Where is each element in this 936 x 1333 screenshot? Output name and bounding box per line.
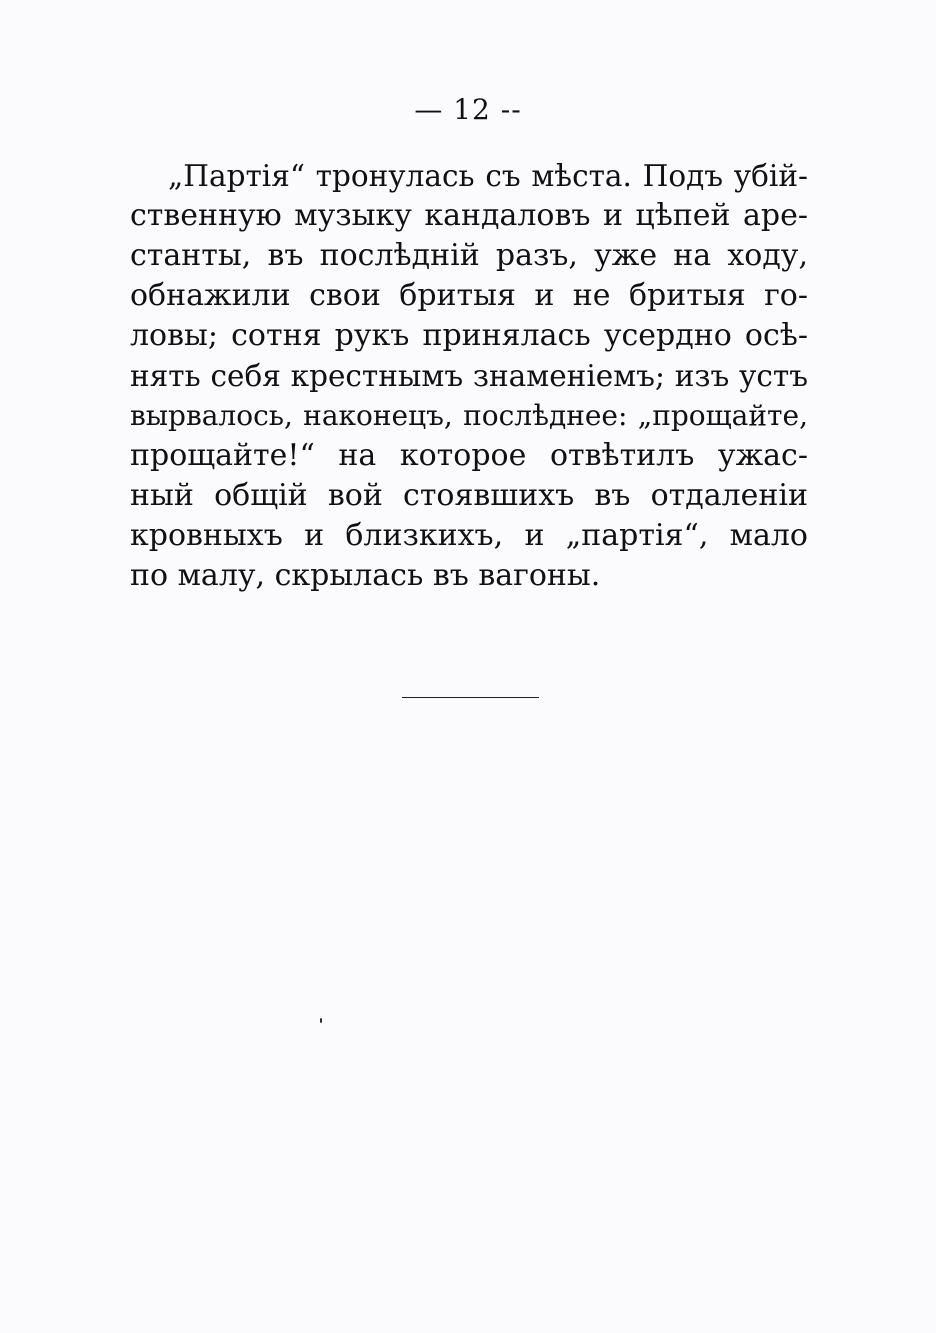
paragraph-line: ный общій вой стоявшихъ въ отдаленіи: [130, 478, 808, 513]
paragraph-line: станты, въ послѣдній разъ, уже на ходу,: [130, 238, 808, 273]
paragraph-line: ственную музыку кандаловъ и цѣпей аре-: [130, 198, 808, 233]
paragraph-line: вырвалось, наконецъ, послѣднее: „прощайте,: [130, 399, 808, 432]
paragraph-line: „Партія“ тронулась съ мѣста. Подъ убій-: [168, 159, 808, 193]
paragraph-line: обнажили свои бритыя и не бритыя го-: [130, 278, 808, 313]
paragraph-line: ловы; сотня рукъ принялась усердно осѣ-: [130, 318, 808, 353]
paragraph-line: нять себя крестнымъ знаменіемъ; изъ устъ: [130, 359, 808, 393]
paragraph: [130, 156, 808, 596]
section-divider: [402, 697, 539, 698]
paragraph-line: по малу, скрылась въ вагоны.: [130, 558, 601, 593]
print-speck: [320, 1018, 322, 1023]
paragraph-line: кровныхъ и близкихъ, и „партія“, мало: [130, 518, 808, 553]
paragraph-line: прощайте!“ на которое отвѣтилъ ужас-: [130, 438, 808, 473]
page-number: — 12 --: [414, 93, 522, 126]
